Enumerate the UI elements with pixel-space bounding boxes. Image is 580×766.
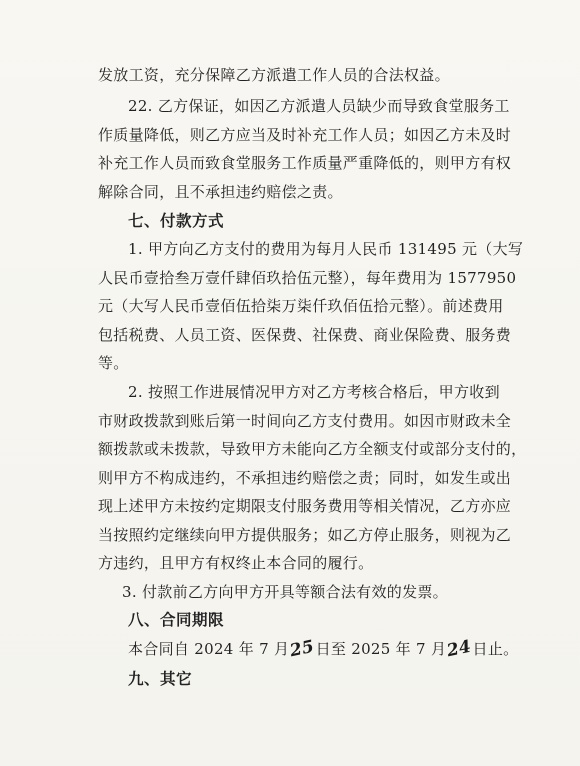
payment-clause-2-line: 2. 按照工作进展情况甲方对乙方考核合格后，甲方收到 [128, 383, 500, 401]
term-text-middle: 日至 2025 年 7 月 [315, 640, 447, 658]
text-line: 市财政拨款到账后第一时间向乙方支付费用。如因市财政未全 [98, 412, 512, 430]
payment-clause-1-line: 1. 甲方向乙方支付的费用为每月人民币 131495 元（大写 [128, 240, 524, 258]
text-line: 发放工资，充分保障乙方派遣工作人员的合法权益。 [98, 66, 450, 84]
text-line: 人民币壹拾叁万壹仟肆佰玖拾伍元整），每年费用为 1577950 [98, 269, 517, 287]
term-text-start: 本合同自 2024 年 7 月 [128, 640, 290, 658]
text-line: 补充工作人员而致食堂服务工作质量严重降低的，则甲方有权 [98, 154, 512, 172]
text-line: 元（大写人民币壹佰伍拾柒万柒仟玖佰伍拾元整）。前述费用 [98, 297, 504, 315]
contract-term-line [128, 638, 518, 660]
section-heading-other: 九、其它 [128, 670, 193, 688]
text-line: 等。 [98, 354, 129, 372]
text-line: 额拨款或未拨款，导致甲方未能向乙方全额支付或部分支付的， [98, 440, 527, 458]
text-line: 包括税费、人员工资、医保费、社保费、商业保险费、服务费 [98, 326, 512, 344]
handwritten-start-day: 25 [288, 636, 317, 662]
text-line: 方违约，且甲方有权终止本合同的履行。 [98, 554, 374, 572]
term-text-end: 日止。 [472, 640, 519, 658]
text-line: 现上述甲方未按约定期限支付服务费用等相关情况，乙方亦应 [98, 497, 512, 515]
payment-clause-3-line: 3. 付款前乙方向甲方开具等额合法有效的发票。 [122, 583, 448, 601]
clause-22-line: 22. 乙方保证，如因乙方派遣人员缺少而导致食堂服务工 [128, 97, 510, 115]
text-line: 作质量降低，则乙方应当及时补充工作人员；如因乙方未及时 [98, 126, 512, 144]
section-heading-payment: 七、付款方式 [128, 212, 225, 230]
handwritten-end-day: 24 [445, 636, 474, 662]
text-line: 则甲方不构成违约，不承担违约赔偿之责；同时，如发生或出 [98, 469, 512, 487]
text-line: 解除合同，且不承担违约赔偿之责。 [98, 183, 343, 201]
section-heading-term: 八、合同期限 [128, 611, 225, 629]
text-line: 当按照约定继续向甲方提供服务；如乙方停止服务，则视为乙 [98, 526, 512, 544]
